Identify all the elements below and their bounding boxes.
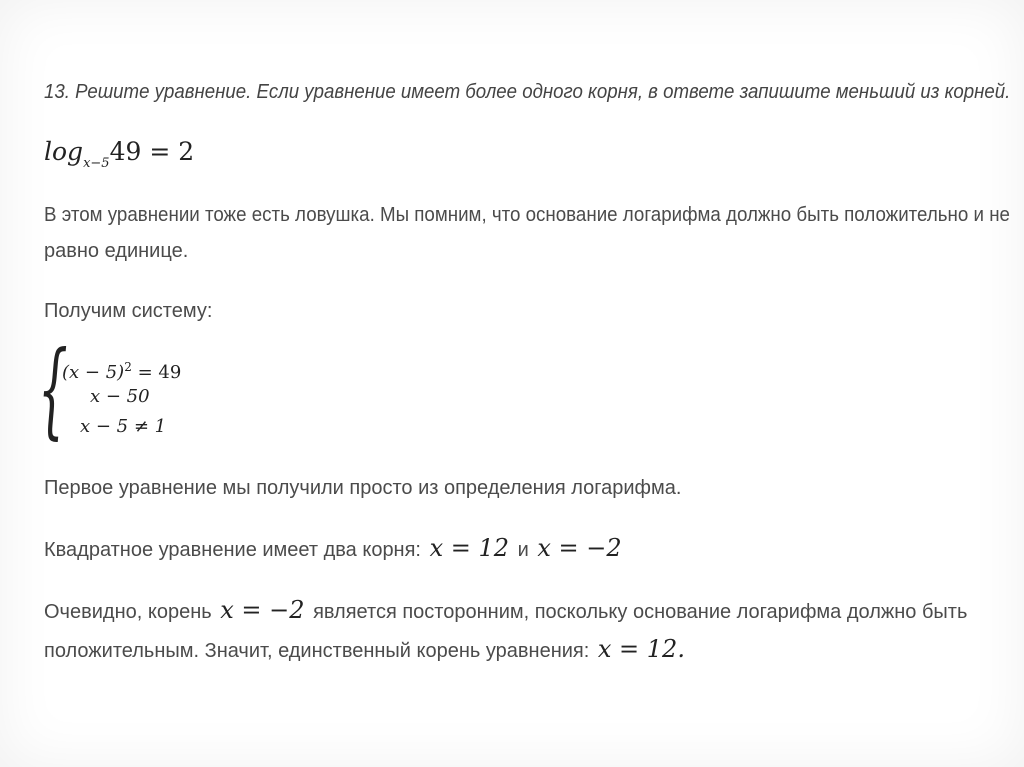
paragraph-conclusion-line2: положительным. Значит, единственный корень уравнения: x = 12.	[44, 632, 688, 668]
paragraph-system-intro: Получим систему:	[44, 300, 213, 322]
final-answer: x = 12.	[597, 635, 685, 663]
paragraph-conclusion-line1: Очевидно, корень x = −2 является посторонним, поскольку основание логарифма должно быть	[44, 596, 968, 624]
roots-conjunction: и	[517, 539, 529, 561]
system-line-3: x − 5 ≠ 1	[80, 416, 167, 437]
paragraph-roots	[44, 531, 625, 567]
log-base: x−5	[83, 156, 110, 171]
system-brace: {	[38, 328, 68, 450]
problem-heading: 13. Решите уравнение. Если уравнение имеет более одного корня, в ответе запишите меньший из корней.	[44, 81, 1011, 103]
paragraph-trap-line2: равно единице.	[44, 240, 189, 262]
extraneous-root: x = −2	[220, 596, 305, 624]
system-line-1: $(x - 5)^2 = 49$	[62, 360, 182, 383]
equation-system	[38, 328, 238, 450]
system-line-2: x − 50	[90, 386, 150, 407]
log-rhs: = 2	[149, 137, 195, 166]
paragraph-trap-line1: В этом уравнении тоже есть ловушка. Мы помним, что основание логарифма должно быть положительно и не	[44, 204, 1010, 226]
log-equation	[44, 132, 194, 184]
root-2: x = −2	[537, 534, 622, 562]
root-1: x = 12	[429, 534, 510, 562]
paragraph-definition: Первое уравнение мы получили просто из определения логарифма.	[44, 477, 682, 499]
log-function: log	[44, 137, 84, 166]
roots-text: Квадратное уравнение имеет два корня:	[44, 539, 421, 561]
log-argument: 49	[109, 137, 142, 166]
